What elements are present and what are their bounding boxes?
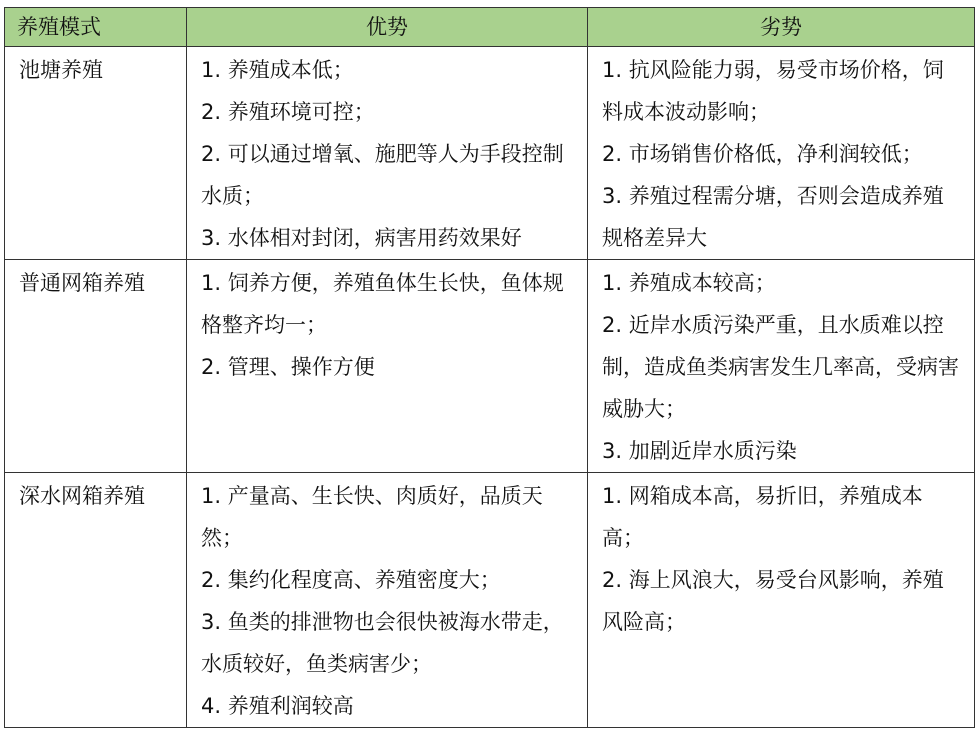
advantage-item: 1. 饲养方便，养殖鱼体生长快，鱼体规格整齐均一；: [201, 271, 564, 337]
table-row: [5, 473, 975, 728]
header-row: [5, 8, 975, 47]
header-advantages: 优势: [187, 8, 588, 47]
cell-disadvantages: [588, 260, 975, 473]
cell-mode: 池塘养殖: [5, 47, 187, 260]
cell-disadvantages: [588, 473, 975, 728]
cell-mode: 普通网箱养殖: [5, 260, 187, 473]
disadvantage-item: 2. 近岸水质污染严重，且水质难以控制，造成鱼类病害发生几率高，受病害威胁大；: [602, 313, 959, 421]
cell-advantages: [187, 47, 588, 260]
cell-disadvantages: [588, 47, 975, 260]
disadvantage-item: 1. 抗风险能力弱，易受市场价格，饲料成本波动影响；: [602, 58, 944, 124]
advantage-item: 2. 集约化程度高、养殖密度大；: [201, 568, 501, 592]
table-header: [5, 8, 975, 47]
disadvantage-item: 2. 海上风浪大，易受台风影响，养殖风险高；: [602, 568, 944, 634]
table-body: [5, 47, 975, 728]
advantage-item: 1. 产量高、生长快、肉质好，品质天然；: [201, 484, 543, 550]
disadvantage-item: 3. 加剧近岸水质污染: [602, 439, 797, 463]
cell-advantages: [187, 473, 588, 728]
comparison-table: [4, 7, 975, 728]
cell-advantages: [187, 260, 588, 473]
table-row: [5, 47, 975, 260]
advantage-item: 2. 管理、操作方便: [201, 355, 375, 379]
header-mode: 养殖模式: [5, 8, 187, 47]
disadvantage-item: 2. 市场销售价格低，净利润较低；: [602, 142, 923, 166]
advantage-item: 4. 养殖利润较高: [201, 694, 354, 718]
disadvantage-item: 1. 网箱成本高，易折旧，养殖成本高；: [602, 484, 923, 550]
table-row: [5, 260, 975, 473]
header-disadvantages: 劣势: [588, 8, 975, 47]
cell-mode: 深水网箱养殖: [5, 473, 187, 728]
advantage-item: 3. 鱼类的排泄物也会很快被海水带走，水质较好，鱼类病害少；: [201, 610, 564, 676]
disadvantage-item: 3. 养殖过程需分塘，否则会造成养殖规格差异大: [602, 184, 944, 250]
advantage-item: 2. 养殖环境可控；: [201, 100, 375, 124]
disadvantage-item: 1. 养殖成本较高；: [602, 271, 776, 295]
advantage-item: 1. 养殖成本低；: [201, 58, 354, 82]
advantage-item: 3. 水体相对封闭，病害用药效果好: [201, 226, 522, 250]
advantage-item: 2. 可以通过增氧、施肥等人为手段控制水质；: [201, 142, 564, 208]
